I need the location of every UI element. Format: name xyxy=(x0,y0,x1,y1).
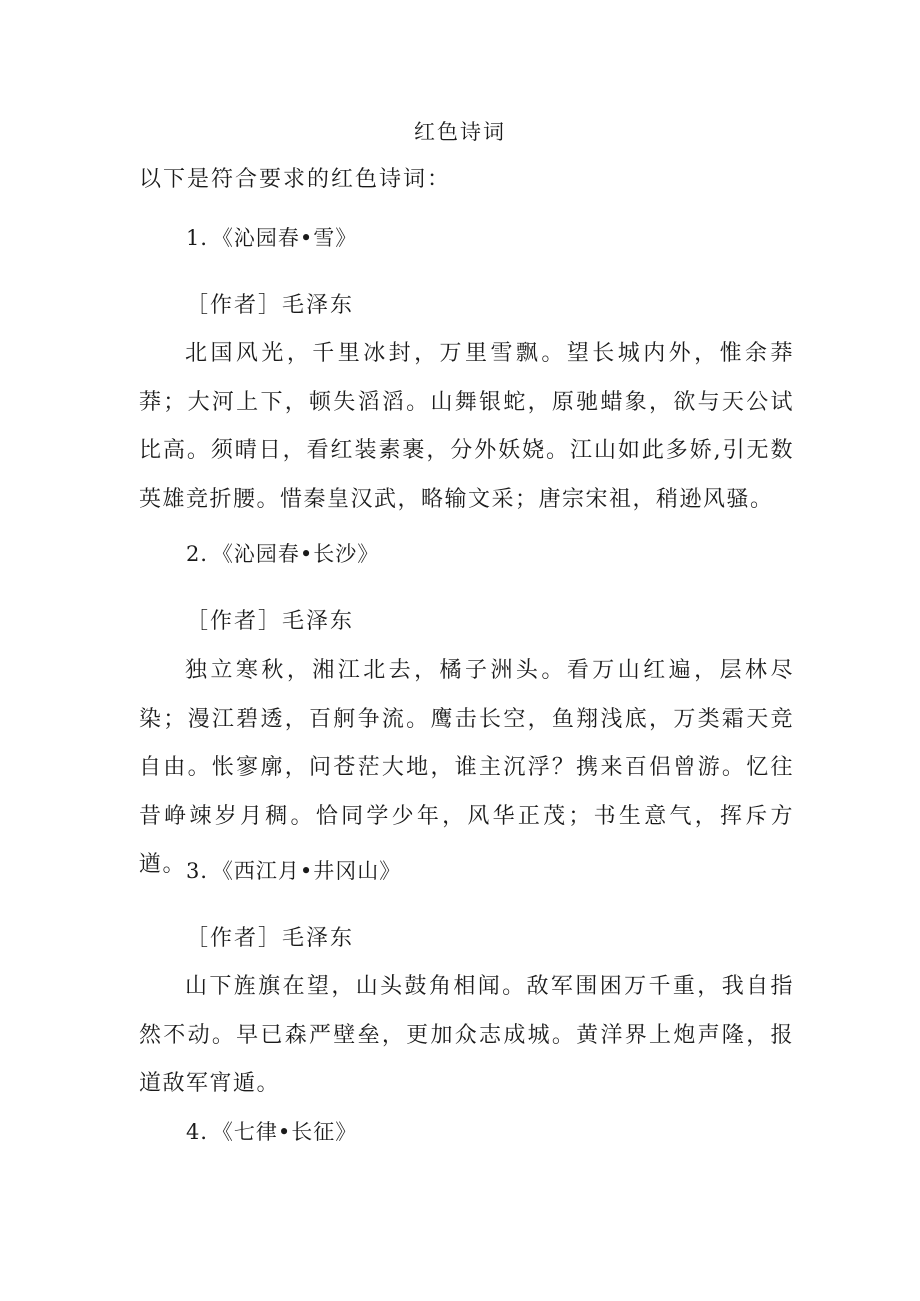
poem-text: 北国风光，千里冰封，万里雪飘。望长城内外，惟余莽莽；大河上下，顿失滔滔。山舞银蛇，原驰蜡象，欲与天公试比高。须晴日，看红装素裹，分外妖娆。江山如此多娇,引无数英雄竞折腰。惜秦皇汉武，略输文采；唐宗宋祖，稍逊风骚。 xyxy=(139,341,794,512)
intro-text: 以下是符合要求的红色诗词： xyxy=(139,167,452,192)
poem-heading: 2．《沁园春•长沙》 xyxy=(186,542,380,566)
poem-author: ［作者］毛泽东 xyxy=(186,609,355,634)
poem-text: 山下旌旗在望，山头鼓角相闻。敌军围困万千重，我自指然不动。早已森严壁垒，更加众志成城。黄洋界上炮声隆，报道敌军宵遁。 xyxy=(139,974,794,1096)
poem-author: ［作者］毛泽东 xyxy=(186,293,355,318)
poem-heading: 3．《西江月•井冈山》 xyxy=(186,859,402,883)
poem-heading: 4．《七律•长征》 xyxy=(186,1120,358,1144)
poem-heading: 1．《沁园春•雪》 xyxy=(186,226,358,250)
document-title: 红色诗词 xyxy=(414,120,506,144)
poem-author: ［作者］毛泽东 xyxy=(186,926,355,951)
poem-text: 独立寒秋，湘江北去，橘子洲头。看万山红遍，层林尽染；漫江碧透，百舸争流。鹰击长空，鱼翔浅底，万类霜天竞自由。怅寥廓，问苍茫大地，谁主沉浮？携来百侣曾游。忆往昔峥竦岁月稠。恰同学少年，风华正茂；书生意气，挥斥方遒。 xyxy=(139,658,794,877)
